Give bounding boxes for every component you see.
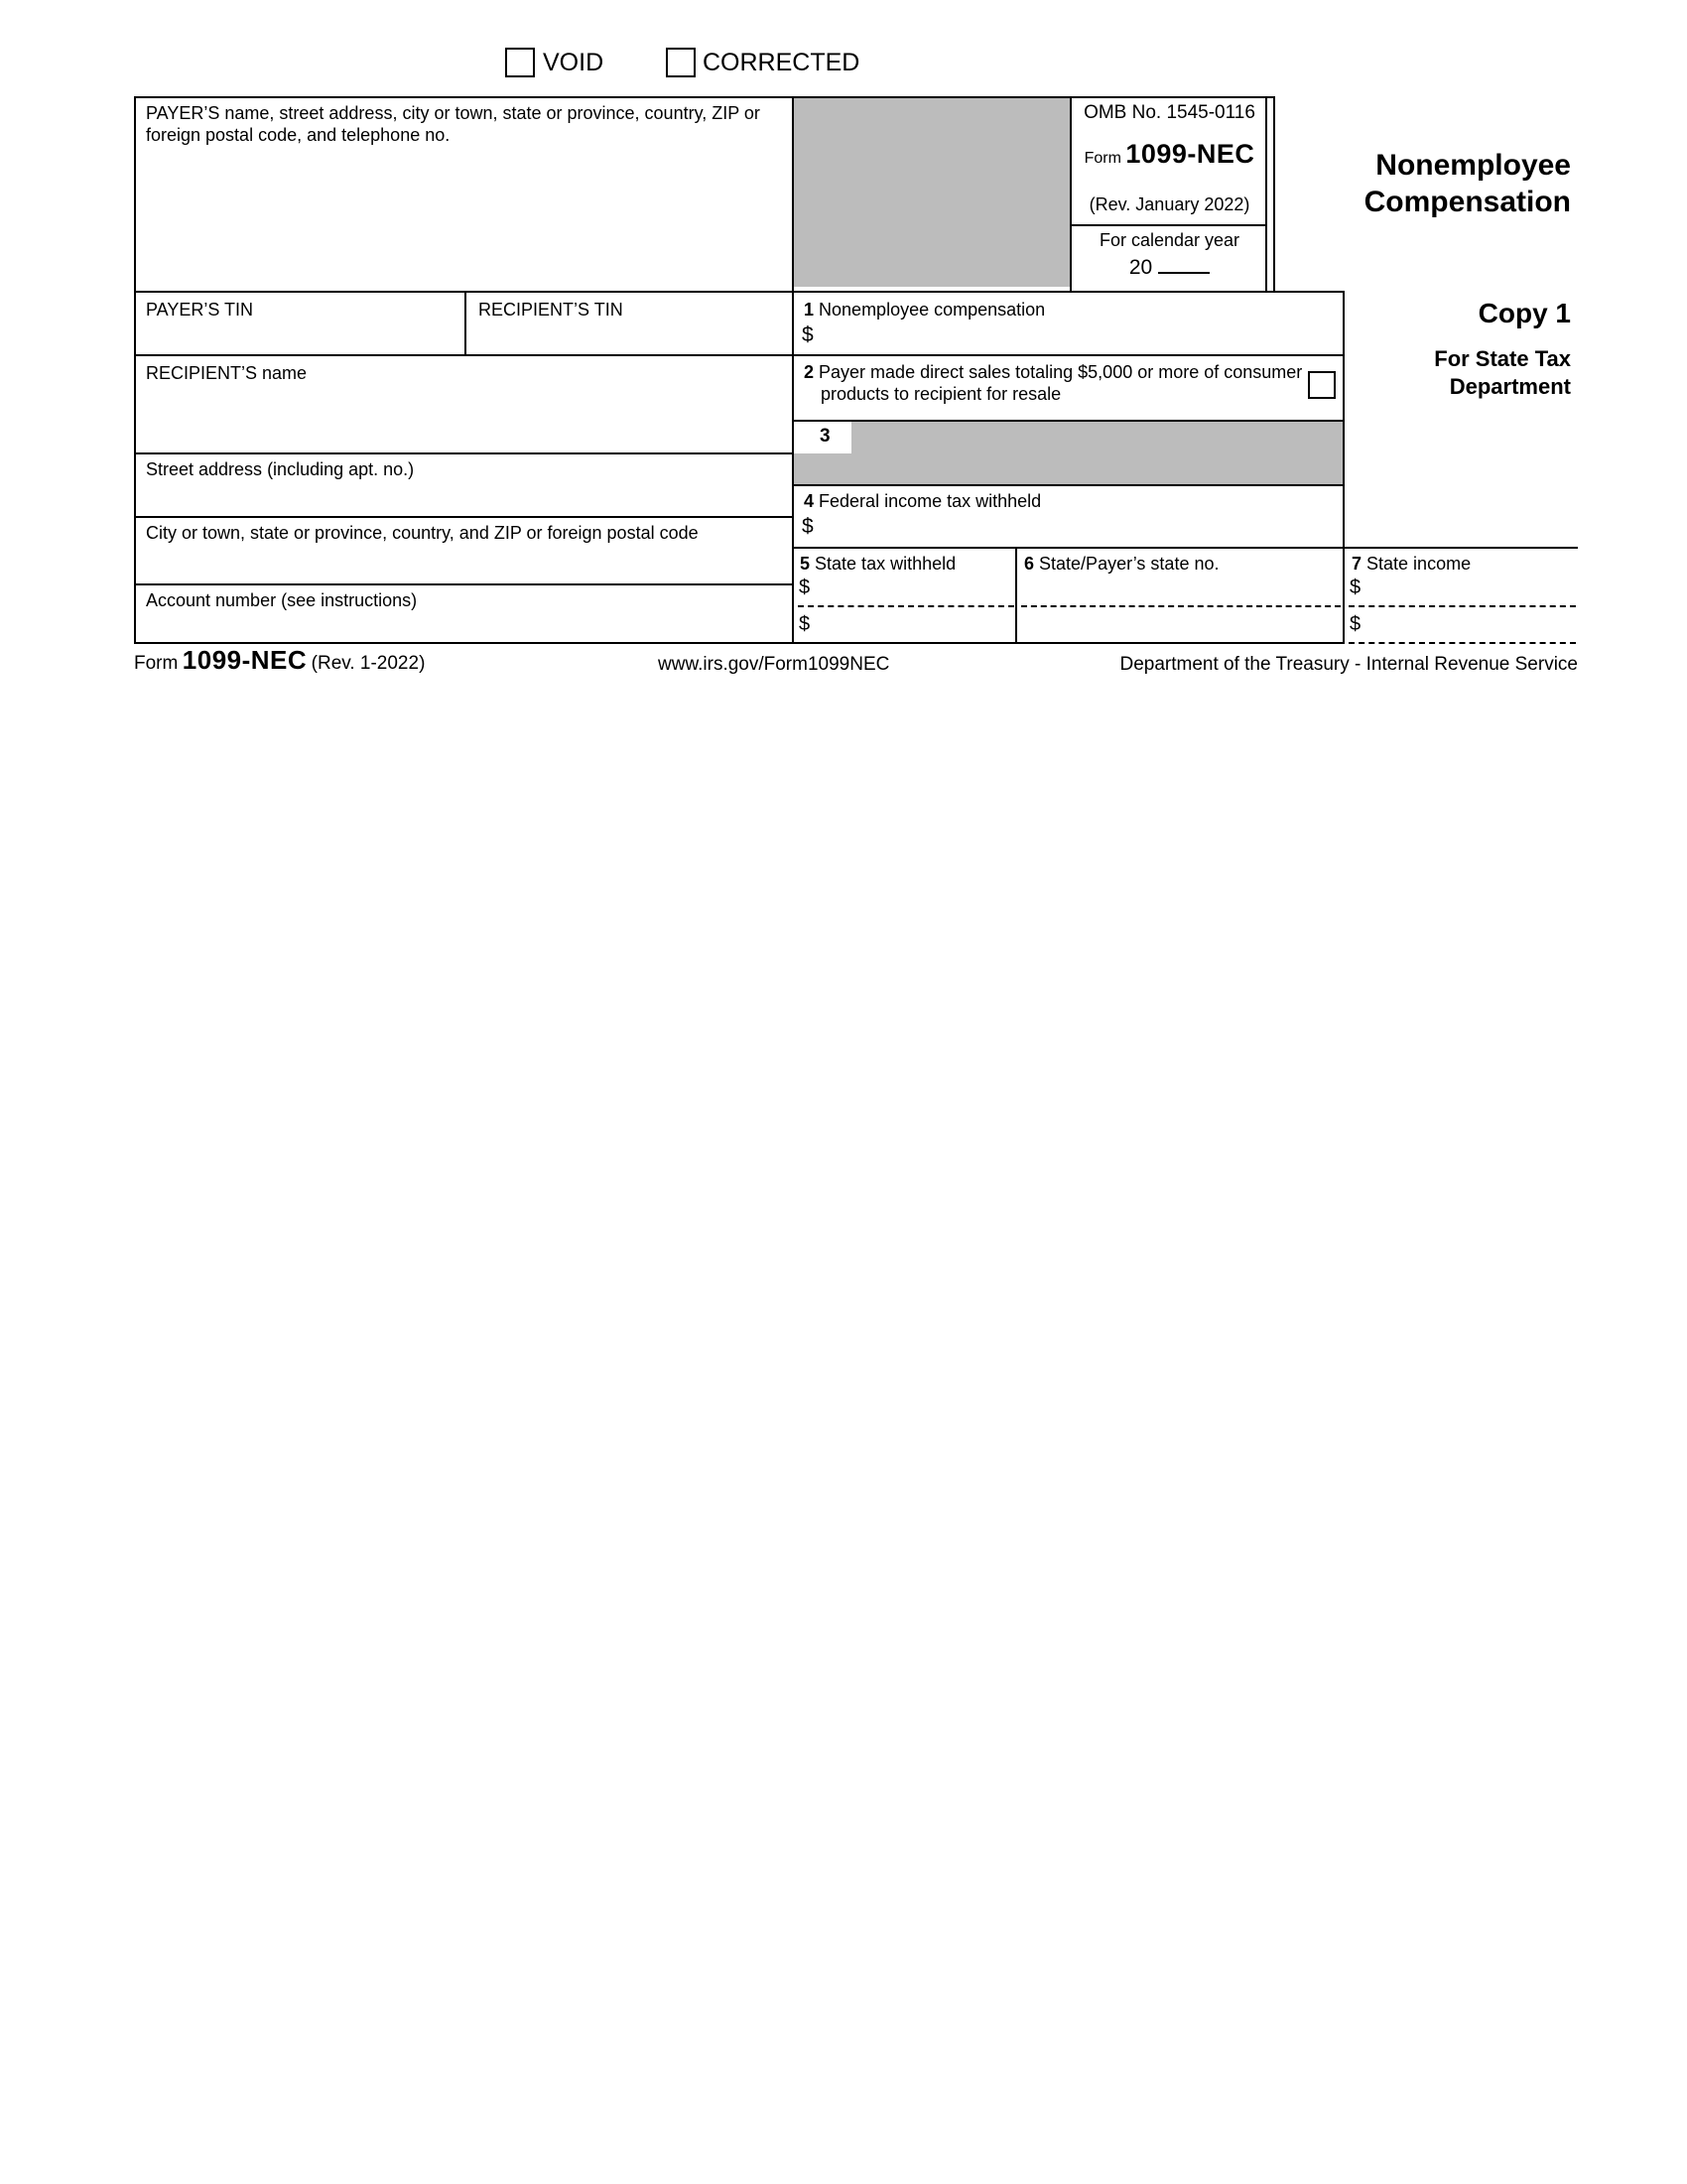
divider-line bbox=[1072, 224, 1267, 226]
divider-line bbox=[134, 583, 794, 585]
calendar-year-label: For calendar year bbox=[1099, 230, 1240, 250]
corrected-label: CORRECTED bbox=[703, 49, 860, 76]
box3-shaded-area bbox=[794, 422, 1343, 484]
box7-amount-field-1[interactable]: $ bbox=[1350, 577, 1362, 598]
dashed-divider-line bbox=[1349, 642, 1576, 644]
form-title-line2: Compensation bbox=[1363, 186, 1571, 218]
dashed-divider-line bbox=[1021, 605, 1341, 607]
box7-number: 7 bbox=[1352, 554, 1363, 574]
box2-number: 2 bbox=[804, 362, 815, 382]
omb-number: OMB No. 1545-0116 bbox=[1084, 102, 1255, 123]
form-word: Form bbox=[1084, 150, 1121, 167]
divider-line bbox=[134, 291, 1345, 293]
box7-amount-field-2[interactable]: $ bbox=[1350, 613, 1362, 635]
city-label: City or town, state or province, country, and ZIP or foreign postal code bbox=[146, 523, 699, 543]
box4-number: 4 bbox=[804, 491, 815, 511]
box5-amount-field-1[interactable]: $ bbox=[799, 577, 811, 598]
divider-line bbox=[134, 96, 136, 644]
dashed-divider-line bbox=[798, 605, 1014, 607]
irs-url-link[interactable]: www.irs.gov/Form1099NEC bbox=[658, 654, 890, 675]
footer-form-word: Form bbox=[134, 653, 179, 674]
box3-number: 3 bbox=[820, 426, 831, 447]
box5-number: 5 bbox=[800, 554, 811, 574]
divider-line bbox=[792, 96, 794, 644]
street-address-label: Street address (including apt. no.) bbox=[146, 459, 415, 479]
revision-label: (Rev. January 2022) bbox=[1089, 194, 1250, 214]
treasury-department-label: Department of the Treasury - Internal Revenue Service bbox=[1119, 654, 1578, 675]
divider-line bbox=[1343, 291, 1345, 644]
box2-label: 2 Payer made direct sales totaling $5,000 or more of consumer products to recipient for resale bbox=[804, 362, 1303, 404]
divider-line bbox=[134, 96, 1275, 98]
divider-line bbox=[134, 354, 1345, 356]
copy-label: Copy 1 bbox=[1478, 298, 1571, 328]
footer-revision: (Rev. 1-2022) bbox=[311, 653, 426, 674]
divider-line bbox=[794, 484, 1345, 486]
box1-label: 1 Nonemployee compensation bbox=[804, 300, 1046, 320]
box5-amount-field-2[interactable]: $ bbox=[799, 613, 811, 635]
box6-label: 6 State/Payer’s state no. bbox=[1024, 554, 1220, 574]
divider-line bbox=[134, 642, 1345, 644]
divider-line bbox=[794, 547, 1578, 549]
copy-for-line1: For State Tax bbox=[1434, 346, 1571, 371]
divider-line bbox=[134, 452, 794, 454]
payer-tin-label: PAYER’S TIN bbox=[146, 300, 254, 320]
box6-number: 6 bbox=[1024, 554, 1035, 574]
footer-form-id bbox=[134, 645, 425, 676]
recipient-name-label: RECIPIENT’S name bbox=[146, 363, 308, 383]
form-number: 1099-NEC bbox=[1125, 139, 1255, 169]
box4-amount-field[interactable]: $ bbox=[802, 515, 814, 538]
calendar-year-blank[interactable] bbox=[1158, 254, 1210, 274]
form-title-line1: Nonemployee bbox=[1375, 149, 1571, 182]
box4-label: 4 Federal income tax withheld bbox=[804, 491, 1042, 511]
footer-form-number: 1099-NEC bbox=[182, 645, 308, 675]
divider-line bbox=[794, 420, 1345, 422]
form-title bbox=[1270, 147, 1571, 220]
box7-label: 7 State income bbox=[1352, 554, 1472, 574]
dashed-divider-line bbox=[1349, 605, 1576, 607]
shaded-area-top bbox=[794, 98, 1070, 287]
form-number-block bbox=[1072, 139, 1267, 170]
recipient-tin-label: RECIPIENT’S TIN bbox=[478, 300, 623, 320]
payer-info-label: PAYER’S name, street address, city or town, state or province, country, ZIP or foreign postal code, and telephone no. bbox=[146, 103, 760, 145]
void-checkbox[interactable] bbox=[505, 48, 535, 77]
box5-label: 5 State tax withheld bbox=[800, 554, 957, 574]
box3-number-chip bbox=[794, 422, 851, 453]
calendar-year-prefix: 20 bbox=[1128, 256, 1153, 279]
divider-line bbox=[1015, 547, 1017, 644]
corrected-checkbox[interactable] bbox=[666, 48, 696, 77]
box1-number: 1 bbox=[804, 300, 815, 320]
account-number-label: Account number (see instructions) bbox=[146, 590, 418, 610]
box1-amount-field[interactable]: $ bbox=[802, 323, 814, 346]
void-label: VOID bbox=[543, 49, 604, 76]
divider-line bbox=[464, 291, 466, 356]
calendar-year-field[interactable] bbox=[1072, 254, 1267, 280]
divider-line bbox=[134, 516, 794, 518]
copy-for-line2: Department bbox=[1449, 374, 1571, 399]
